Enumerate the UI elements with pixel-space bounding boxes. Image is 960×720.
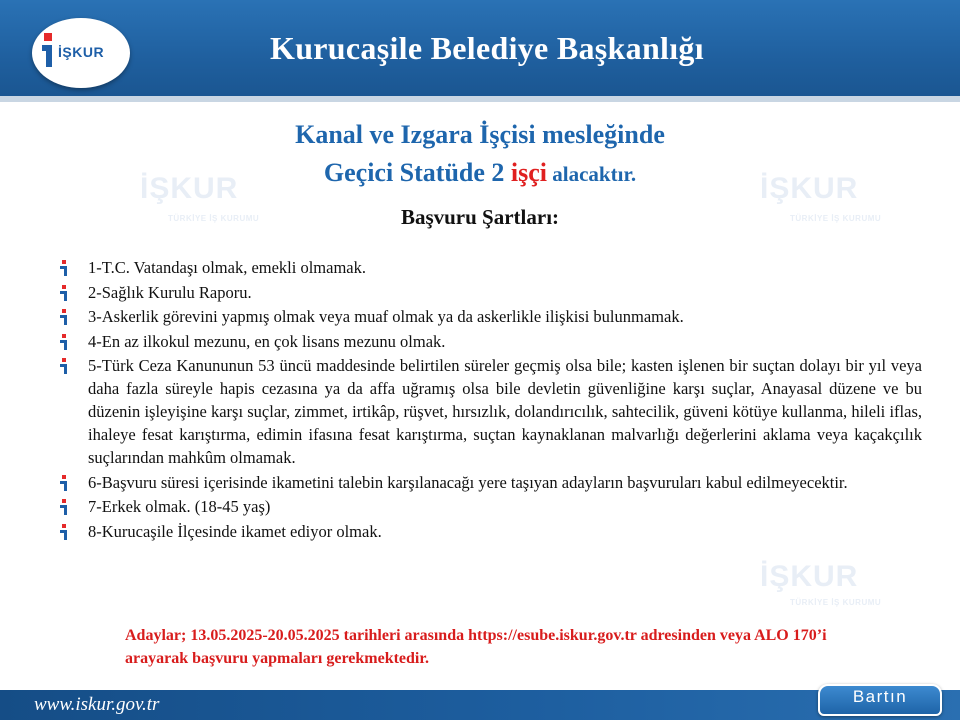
headline-prefix: Geçici Statüde 2 [323,158,511,187]
iskur-logo-icon [42,33,56,67]
headline-line-1: Kanal ve Izgara İşçisi mesleğinde [295,120,665,149]
watermark-logo: İŞKUR [760,560,859,593]
watermark-tagline: TÜRKİYE İŞ KURUMU [790,214,882,223]
list-item: 7-Erkek olmak. (18-45 yaş) [60,495,922,518]
iskur-bullet-icon [60,334,72,350]
page-title: Kurucaşile Belediye Başkanlığı [270,30,704,66]
list-item: 5-Türk Ceza Kanununun 53 üncü maddesinde belirtilen süreler geçmiş olsa bile; kasten işlenen bir suçtan dolayı bir yıl veya daha fazla süreyle hapis cezasına ya da affa uğramış olsa bile devletin güvenliğine karşı suçlar, Anayasal düzene ve bu düzenin işleyişine karşı suçlar, zimmet, irtikâp, rüşvet, hırsızlık, dolandırıcılık, sahtecilik, güveni kötüye kullanma, hileli iflas, ihaleye fesat karıştırma, edimin ifasına fesat karıştırma, suçtan kaynaklanan malvarlığı değerlerini aklama veya kaçakçılık suçlarından mahkûm olmamak. [60,354,922,469]
headline-line-2 [0,158,960,188]
list-item: 8-Kurucaşile İlçesinde ikamet ediyor olmak. [60,520,922,543]
application-notice: Adaylar; 13.05.2025-20.05.2025 tarihleri arasında https://esube.iskur.gov.tr adresinden veya ALO 170’i arayarak başvuru yapmaları gerekmektedir. [125,627,827,667]
requirements-heading: Başvuru Şartları: [400,205,560,229]
logo-text: İŞKUR [58,44,105,60]
list-item: 2-Sağlık Kurulu Raporu. [60,281,922,304]
watermark-tagline: TÜRKİYE İŞ KURUMU [168,214,260,223]
watermark-tagline: TÜRKİYE İŞ KURUMU [790,598,882,607]
city-label: Bartın [852,687,908,706]
iskur-bullet-icon [60,358,72,374]
list-item: 1-T.C. Vatandaşı olmak, emekli olmamak. [60,256,922,279]
iskur-bullet-icon [60,475,72,491]
requirements-list [60,256,922,544]
iskur-bullet-icon [60,260,72,276]
iskur-bullet-icon [60,309,72,325]
watermark-logo: İŞKUR [140,172,239,205]
headline-suffix: alacaktır. [547,162,637,186]
iskur-bullet-icon [60,285,72,301]
headline-highlight: işçi [510,158,548,187]
list-item: 4-En az ilkokul mezunu, en çok lisans mezunu olmak. [60,330,922,353]
footer-url-link[interactable]: www.iskur.gov.tr [34,694,160,715]
watermark-logo: İŞKUR [760,172,859,205]
header-divider [0,96,960,102]
list-item: 6-Başvuru süresi içerisinde ikametini talebin karşılanacağı yere taşıyan adayların başvuruları kabul edilmeyecektir. [60,471,922,494]
list-item: 3-Askerlik görevini yapmış olmak veya muaf olmak ya da askerlikle ilişkisi bulunmamak. [60,305,922,328]
iskur-bullet-icon [60,524,72,540]
iskur-bullet-icon [60,499,72,515]
